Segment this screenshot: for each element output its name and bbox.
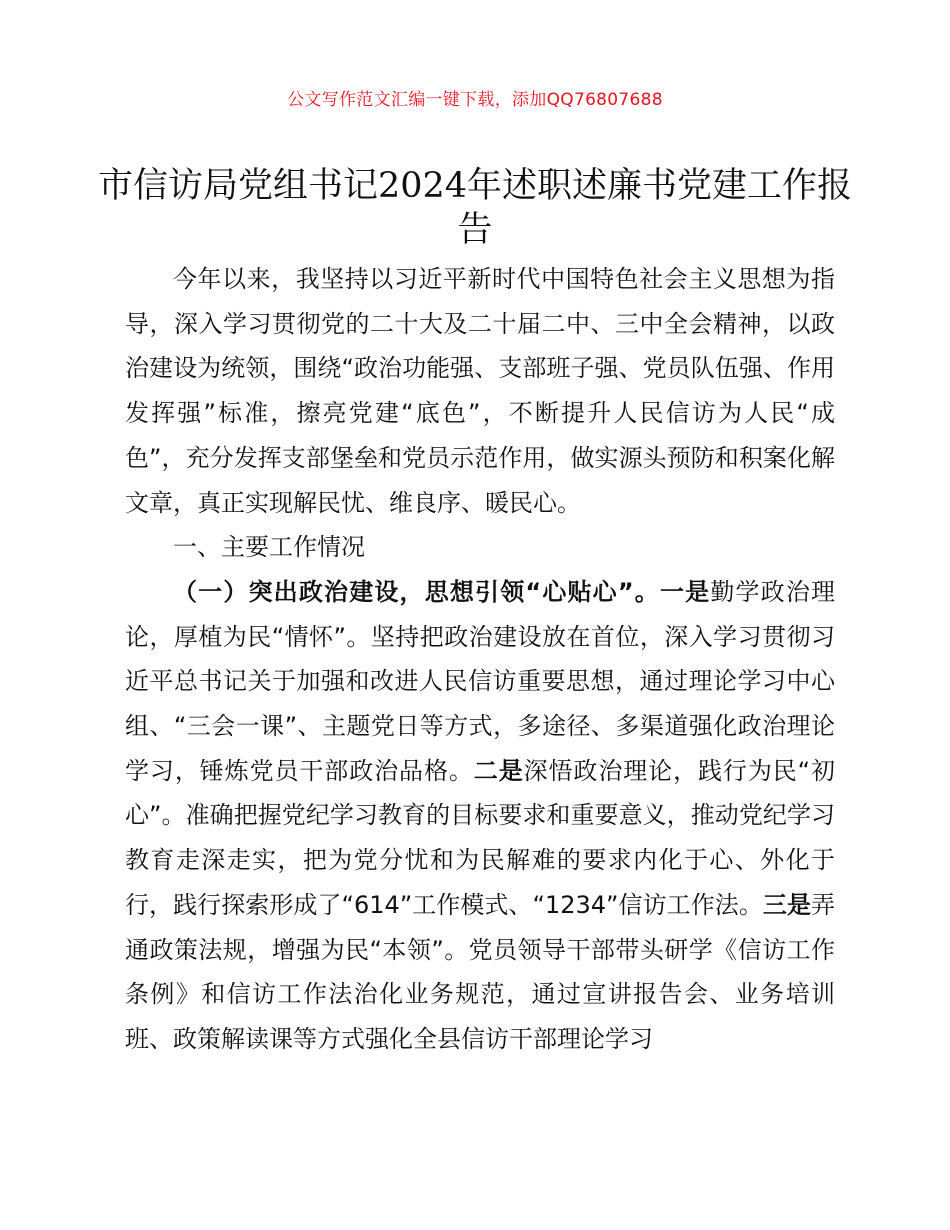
point-label: 一是	[659, 577, 711, 606]
subsection-paragraph	[125, 570, 835, 1062]
point-text: 勤学政治理论，厚植为民“情怀”。坚持把政治建设放在首位，深入学习贯彻习近平总书记关于加强和改进人民信访重要思想，通过理论学习中心组、“三会一课”、主题党日等方式，多途径、多渠道强化政治理论学习，锤炼党员干部政治品格。	[125, 577, 836, 785]
document-title: 市信访局党组书记2024年述职述廉书党建工作报告	[97, 166, 853, 250]
document-body	[125, 257, 835, 1062]
point-label: 三是	[762, 890, 812, 919]
download-promo-banner: 公文写作范文汇编一键下载，添加QQ76807688	[287, 90, 663, 110]
subsection-heading: （一）突出政治建设，思想引领“心贴心”。	[173, 577, 660, 606]
point-label: 二是	[473, 756, 524, 785]
section-heading: 一、主要工作情况	[173, 533, 365, 562]
intro-paragraph: 今年以来，我坚持以习近平新时代中国特色社会主义思想为指导，深入学习贯彻党的二十大及二十届二中、三中全会精神，以政治建设为统领，围绕“政治功能强、支部班子强、党员队伍强、作用发挥强”标准，擦亮党建“底色”，不断提升人民信访为人民“成色”，充分发挥支部堡垒和党员示范作用，做实源头预防和积案化解文章，真正实现解民忧、维良序、暖民心。	[125, 265, 835, 517]
point-text: 弄通政策法规，增强为民“本领”。党员领导干部带头研学《信访工作条例》和信访工作法治化业务规范，通过宣讲报告会、业务培训班、政策解读课等方式强化全县信访干部理论学习	[125, 890, 836, 1053]
point-text: 深悟政治理论，践行为民“初心”。准确把握党纪学习教育的目标要求和重要意义，推动党纪学习教育走深走实，把为党分忧和为民解难的要求内化于心、外化于行，践行探索形成了“614”工作模式、“1234”信访工作法。	[125, 756, 835, 919]
